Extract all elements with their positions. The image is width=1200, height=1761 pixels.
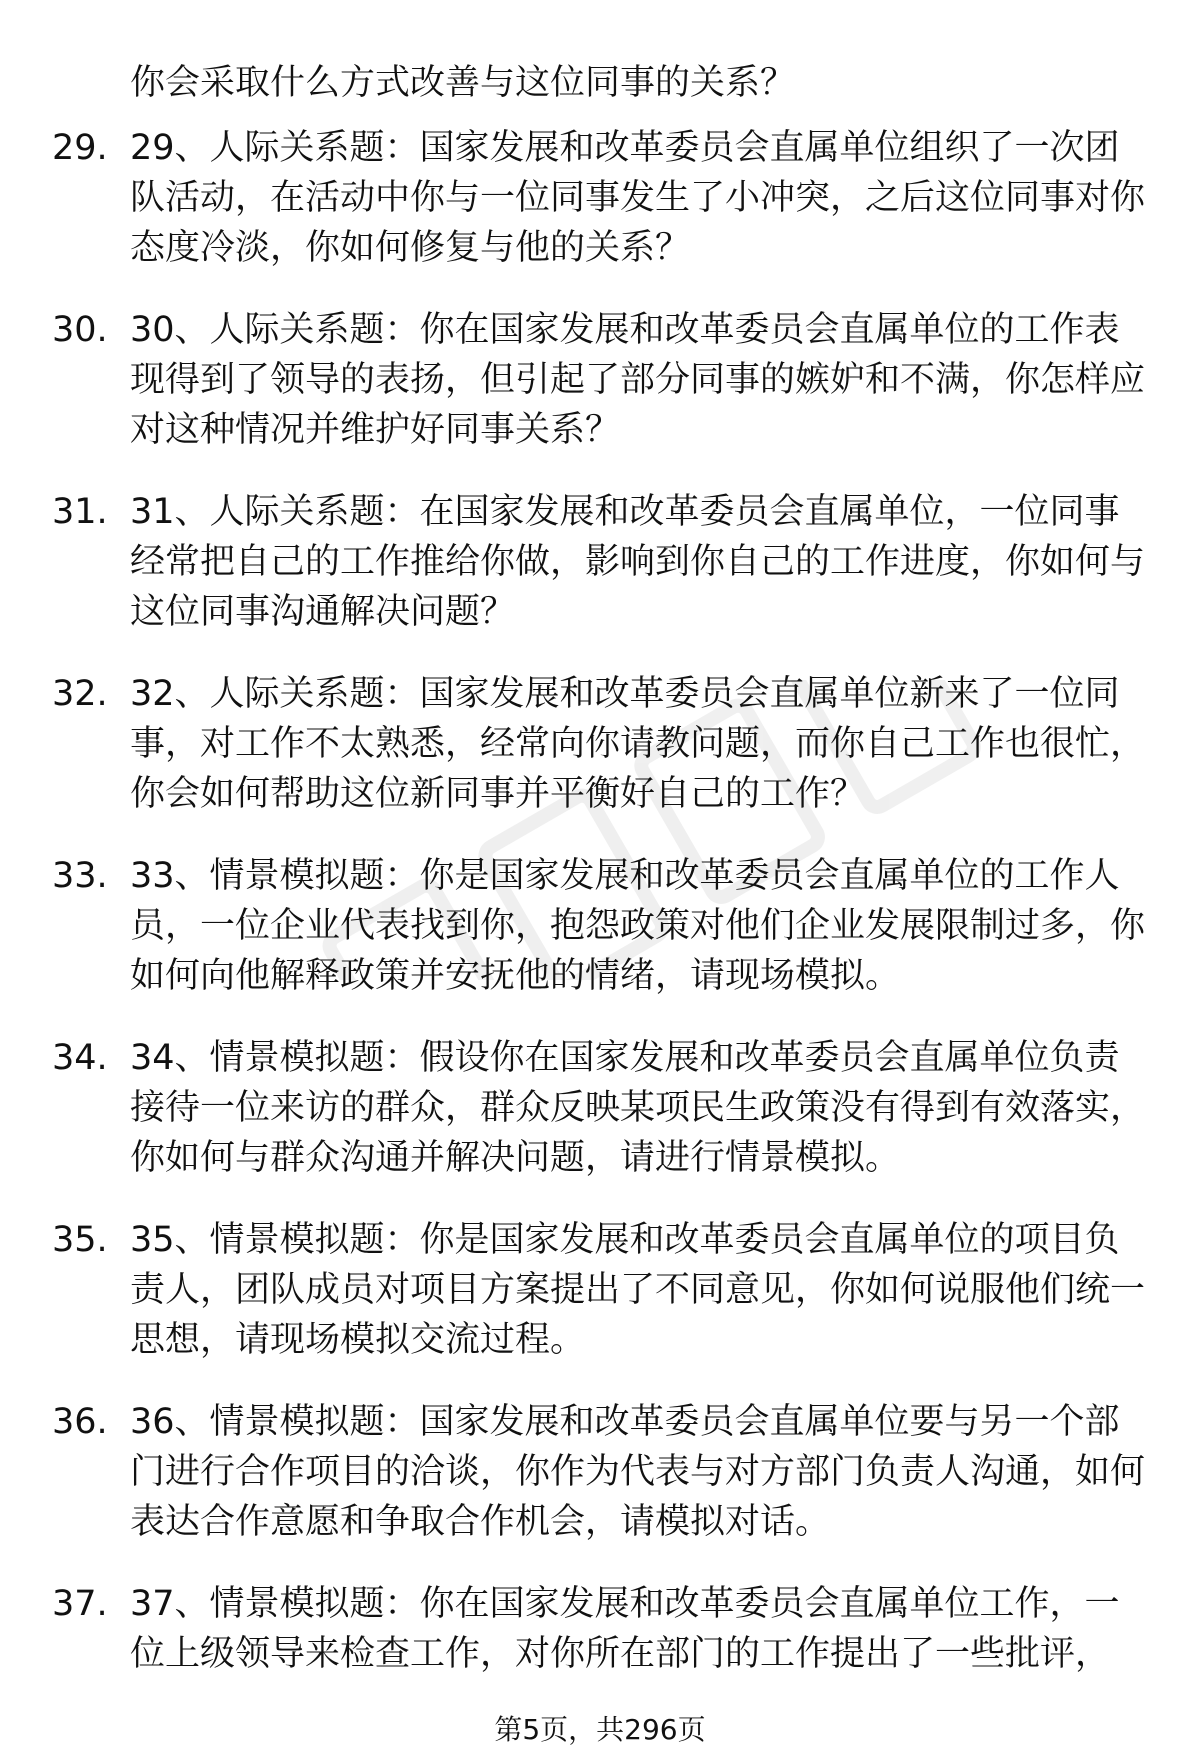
list-item	[0, 123, 1200, 305]
list-item	[0, 851, 1200, 1033]
list-item	[0, 1215, 1200, 1397]
item-text: 29、人际关系题：国家发展和改革委员会直属单位组织了一次团队活动，在活动中你与一位同事发生了小冲突，之后这位同事对你态度冷淡，你如何修复与他的关系？	[130, 128, 1146, 268]
item-number: 34.	[52, 1038, 108, 1078]
item-number: 30.	[52, 310, 108, 350]
item-text: 34、情景模拟题：假设你在国家发展和改革委员会直属单位负责接待一位来访的群众，群众反映某项民生政策没有得到有效落实，你如何与群众沟通并解决问题，请进行情景模拟。	[130, 1038, 1146, 1178]
item-number: 29.	[52, 128, 108, 168]
item-number: 35.	[52, 1220, 108, 1260]
item-number: 37.	[52, 1584, 108, 1624]
item-text: 32、人际关系题：国家发展和改革委员会直属单位新来了一位同事，对工作不太熟悉，经常向你请教问题，而你自己工作也很忙，你会如何帮助这位新同事并平衡好自己的工作？	[130, 674, 1146, 814]
item-text: 36、情景模拟题：国家发展和改革委员会直属单位要与另一个部门进行合作项目的洽谈，你作为代表与对方部门负责人沟通，如何表达合作意愿和争取合作机会，请模拟对话。	[130, 1402, 1146, 1542]
continuation-text: 你会采取什么方式改善与这位同事的关系？	[130, 63, 796, 103]
item-text: 31、人际关系题：在国家发展和改革委员会直属单位，一位同事经常把自己的工作推给你做，影响到你自己的工作进度，你如何与这位同事沟通解决问题？	[130, 492, 1146, 632]
list-item	[0, 1397, 1200, 1579]
page-footer: 第5页，共296页	[494, 1713, 706, 1746]
item-number: 31.	[52, 492, 108, 532]
item-text: 30、人际关系题：你在国家发展和改革委员会直属单位的工作表现得到了领导的表扬，但引起了部分同事的嫉妒和不满，你怎样应对这种情况并维护好同事关系？	[130, 310, 1146, 450]
list-item	[0, 305, 1200, 487]
item-number: 36.	[52, 1402, 108, 1442]
item-text: 37、情景模拟题：你在国家发展和改革委员会直属单位工作，一位上级领导来检查工作，对你所在部门的工作提出了一些批评，	[130, 1584, 1120, 1674]
list-item	[0, 1033, 1200, 1215]
item-text: 33、情景模拟题：你是国家发展和改革委员会直属单位的工作人员，一位企业代表找到你，抱怨政策对他们企业发展限制过多，你如何向他解释政策并安抚他的情绪，请现场模拟。	[130, 856, 1146, 996]
question-list	[0, 123, 1200, 1761]
item-number: 33.	[52, 856, 108, 896]
list-item	[0, 669, 1200, 851]
item-text: 35、情景模拟题：你是国家发展和改革委员会直属单位的项目负责人，团队成员对项目方案提出了不同意见，你如何说服他们统一思想，请现场模拟交流过程。	[130, 1220, 1146, 1360]
list-item	[0, 487, 1200, 669]
item-number: 32.	[52, 674, 108, 714]
